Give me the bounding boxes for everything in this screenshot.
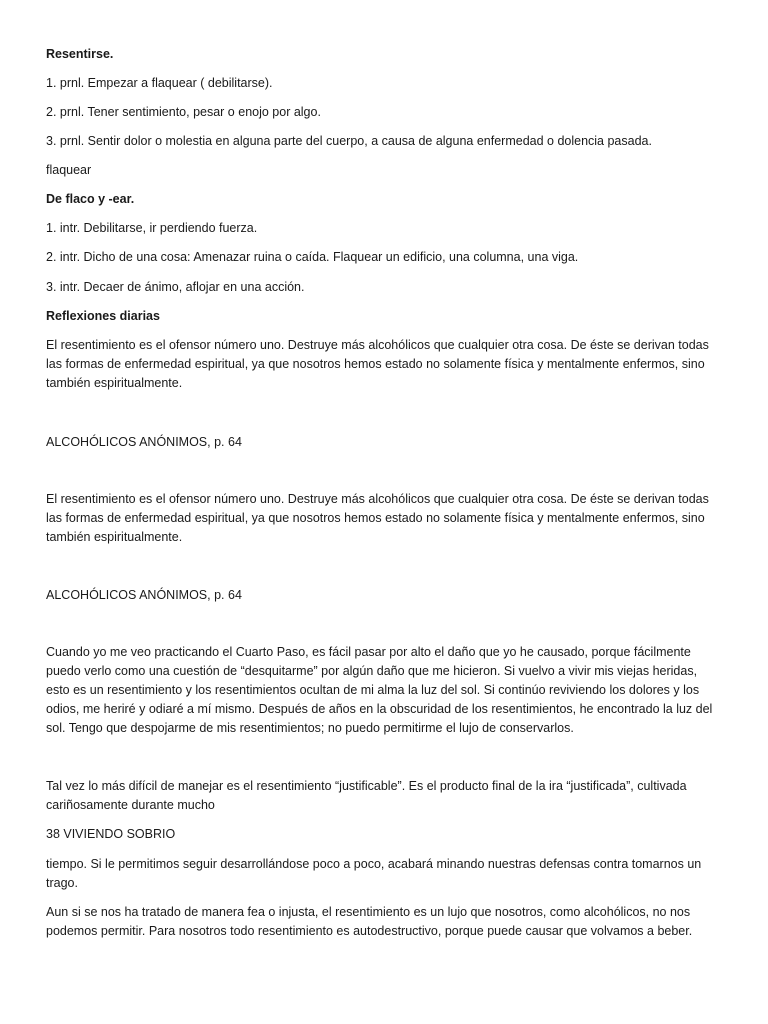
etymology-heading: De flaco y -ear. bbox=[46, 192, 135, 206]
definition-item: 3. intr. Decaer de ánimo, aflojar en una acción. bbox=[46, 280, 305, 294]
quote-paragraph: El resentimiento es el ofensor número uno. Destruye más alcohólicos que cualquier otra cosa. De éste se derivan todas las formas de enfermedad espiritual, ya que nosotros hemos estado no solamente física y mentalmente enfermos, sino también espiritualmente. bbox=[46, 492, 709, 544]
heading-resentirse: Resentirse. bbox=[46, 47, 114, 61]
reflection-paragraph: tiempo. Si le permitimos seguir desarrollándose poco a poco, acabará minando nuestras defensas contra tomarnos un trago. bbox=[46, 857, 702, 890]
quote-source: ALCOHÓLICOS ANÓNIMOS, p. 64 bbox=[46, 435, 242, 449]
definition-item: 1. prnl. Empezar a flaquear ( debilitarse). bbox=[46, 76, 273, 90]
reflection-paragraph: Tal vez lo más difícil de manejar es el resentimiento “justificable”. Es el producto final de la ira “justificada”, cultivada cariñosamente durante mucho bbox=[46, 779, 687, 812]
quote-paragraph: El resentimiento es el ofensor número uno. Destruye más alcohólicos que cualquier otra cosa. De éste se derivan todas las formas de enfermedad espiritual, ya que nosotros hemos estado no solamente física y mentalmente enfermos, sino también espiritualmente. bbox=[46, 338, 709, 390]
reflection-paragraph: Cuando yo me veo practicando el Cuarto Paso, es fácil pasar por alto el daño que yo he causado, porque fácilmente puedo verlo como una cuestión de “desquitarme” por algún daño que me hicieron. Si vuelvo a vivir mis viejas heridas, esto es un resentimiento y los resentimientos ocultan de mi alma la luz del sol. Si continúo reviviendo los dolores y los odios, me heriré y odiaré a mí mismo. Después de años en la obscuridad de los resentimientos, he encontrado la luz del sol. Tengo que despojarme de mis resentimientos; no puedo permitirme el lujo de conservarlos. bbox=[46, 645, 713, 735]
definition-item: 2. intr. Dicho de una cosa: Amenazar ruina o caída. Flaquear un edificio, una columna, una viga. bbox=[46, 250, 579, 264]
page-marker: 38 VIVIENDO SOBRIO bbox=[46, 827, 176, 841]
reflection-paragraph: Aun si se nos ha tratado de manera fea o injusta, el resentimiento es un lujo que nosotros, como alcohólicos, no nos podemos permitir. Para nosotros todo resentimiento es autodestructivo, porque puede causar que volvamos a beber. bbox=[46, 905, 693, 938]
quote-source: ALCOHÓLICOS ANÓNIMOS, p. 64 bbox=[46, 588, 242, 602]
section-heading-reflexiones: Reflexiones diarias bbox=[46, 309, 160, 323]
definition-item: 1. intr. Debilitarse, ir perdiendo fuerza. bbox=[46, 221, 258, 235]
definition-item: 3. prnl. Sentir dolor o molestia en alguna parte del cuerpo, a causa de alguna enfermedad o dolencia pasada. bbox=[46, 134, 652, 148]
definition-item: 2. prnl. Tener sentimiento, pesar o enojo por algo. bbox=[46, 105, 321, 119]
headword-flaquear: flaquear bbox=[46, 163, 92, 177]
